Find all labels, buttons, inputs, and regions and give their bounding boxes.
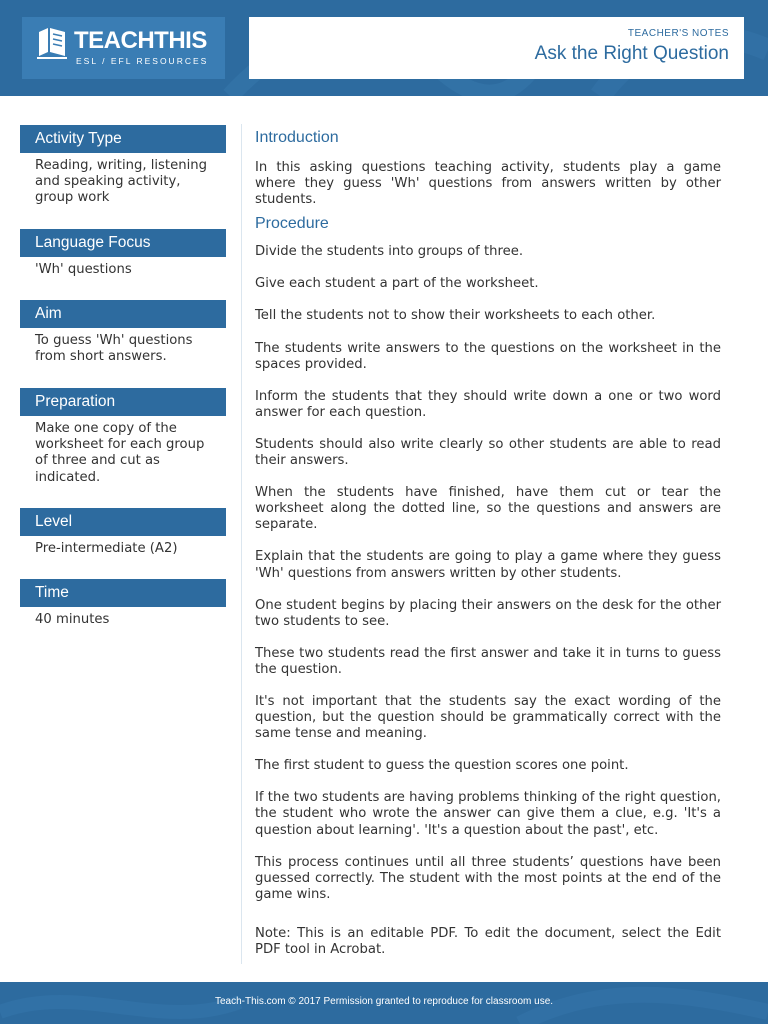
procedure-step: Tell the students not to show their worksheets to each other. <box>255 308 656 324</box>
procedure-step: When the students have finished, have them cut or tear the worksheet along the dotted line, so the questions and answers are separate. <box>255 485 721 533</box>
procedure-step: One student begins by placing their answers on the desk for the other two students to see. <box>255 597 721 629</box>
document-kicker: TEACHER'S NOTES <box>627 28 729 39</box>
procedure-step: Students should also write clearly so other students are able to read their answers. <box>255 436 721 469</box>
sidebar-aim <box>20 300 226 365</box>
book-logo-icon <box>36 26 68 60</box>
page-footer <box>0 982 768 1024</box>
sidebar-heading: Preparation <box>20 388 226 416</box>
sidebar-heading: Level <box>20 508 226 536</box>
procedure-step: These two students read the first answer and take it in turns to guess the question. <box>255 645 721 677</box>
teachthis-logo[interactable] <box>22 17 225 79</box>
procedure-step: Divide the students into groups of three. <box>255 244 524 260</box>
sidebar-level <box>20 508 226 557</box>
sidebar-language-focus <box>20 229 226 278</box>
column-divider <box>241 124 242 964</box>
sidebar-body: Make one copy of the worksheet for each group of three and cut as indicated. <box>35 421 205 485</box>
footer-copyright: Teach-This.com © 2017 Permission granted to reproduce for classroom use. <box>214 996 554 1007</box>
procedure-step: Inform the students that they should write down a one or two word answer for each question. <box>255 388 721 420</box>
sidebar-heading: Aim <box>20 300 226 328</box>
introduction-text: In this asking questions teaching activity, students play a game where they guess 'Wh' questions from answers written by other students. <box>255 160 721 208</box>
procedure-step: Explain that the students are going to play a game where they guess 'Wh' questions from answers written by other students. <box>255 549 721 581</box>
procedure-step: The students write answers to the questions on the worksheet in the spaces provided. <box>255 340 721 372</box>
sidebar-heading: Language Focus <box>20 229 226 257</box>
page-header <box>0 0 768 96</box>
logo-tagline: ESL / EFL RESOURCES <box>76 56 209 66</box>
sidebar-body: To guess 'Wh' questions from short answers. <box>35 333 193 365</box>
procedure-step: This process continues until all three students’ questions have been guessed correctly. The student with the most points at the end of the game wins. <box>255 854 721 902</box>
document-title: Ask the Right Question <box>534 43 729 64</box>
sidebar-body: 'Wh' questions <box>35 262 132 277</box>
editable-pdf-note: Note: This is an editable PDF. To edit the document, select the Edit PDF tool in Acrobat. <box>255 925 721 957</box>
procedure-heading: Procedure <box>255 215 329 233</box>
sidebar-body: Pre-intermediate (A2) <box>35 541 178 556</box>
sidebar-body: 40 minutes <box>35 612 110 627</box>
sidebar-heading: Time <box>20 579 226 607</box>
procedure-step: It's not important that the students say the exact wording of the question, but the question should be grammatically correct with the same tense and meaning. <box>255 693 721 742</box>
procedure-step: If the two students are having problems thinking of the right question, the student who wrote the answer can give them a clue, e.g. 'It's a question about learning'. 'It's a question about the past', etc. <box>255 790 721 838</box>
sidebar-preparation <box>20 388 226 486</box>
procedure-step: The first student to guess the question scores one point. <box>255 758 629 774</box>
procedure-step: Give each student a part of the worksheet. <box>255 276 539 292</box>
sidebar-activity-type <box>20 125 226 207</box>
main-content <box>255 128 721 958</box>
sidebar-time <box>20 579 226 628</box>
title-box <box>249 17 744 79</box>
introduction-heading: Introduction <box>255 129 339 146</box>
logo-name: TEACHTHIS <box>74 27 207 54</box>
sidebar-body: Reading, writing, listening and speaking activity, group work <box>35 158 207 206</box>
sidebar-heading: Activity Type <box>20 125 226 153</box>
